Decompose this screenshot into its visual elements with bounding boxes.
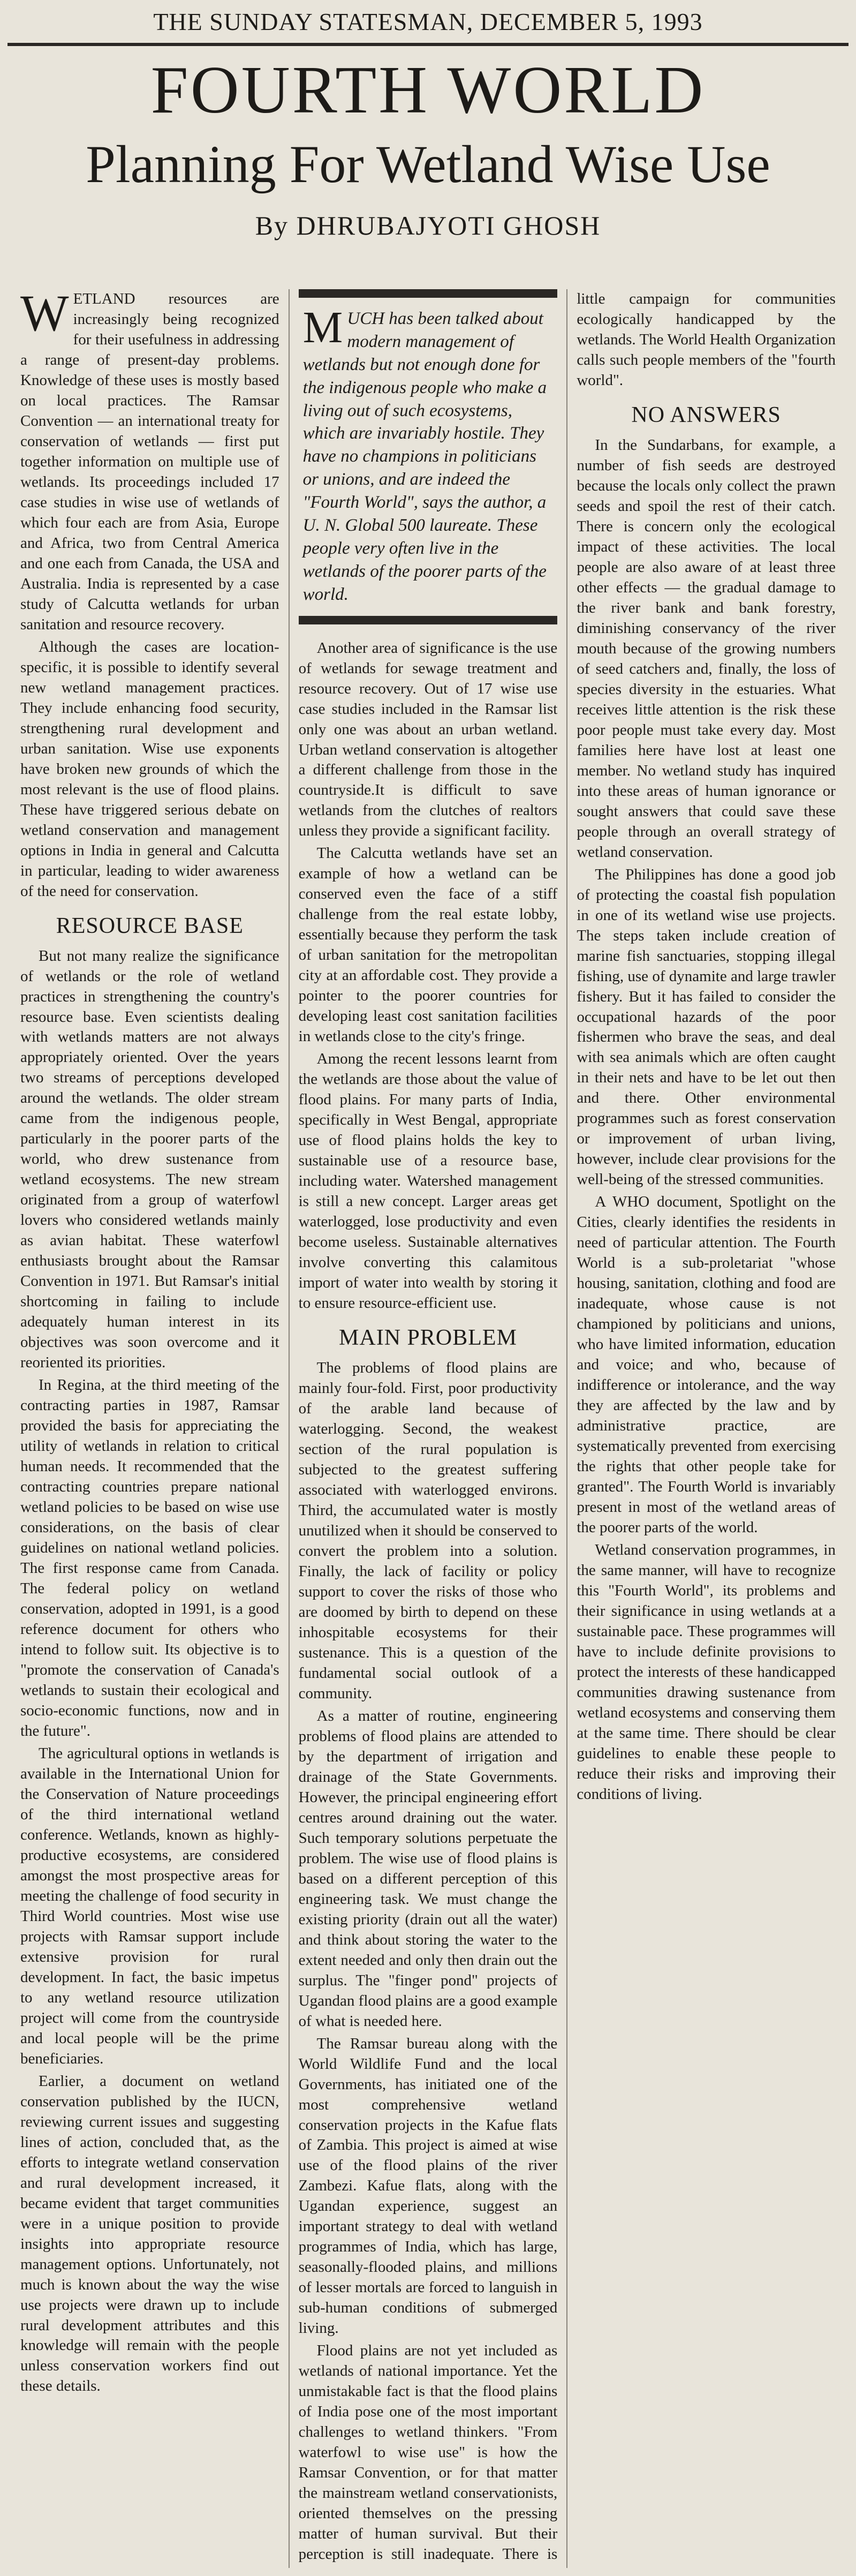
body-paragraph: The agricultural options in wetlands is available in the International Union for the Conservation of Nature proceedings of the third international wetland conference. Wetlands, known as highly-productive ecosystems, are considered amongst the most prospective areas for meeting the challenge of food security in Third World countries. Most wise use projects with Ramsar support include extensive provision for rural development. In fact, the basic impetus to any wetland resource utilization project will come from the countryside and local people will be the prime beneficiaries. bbox=[20, 1744, 279, 2067]
pull-quote-text: UCH has been talked about modern management of wetlands but not enough done for the indigenous people who make a living out of such ecosystems, which are invariably hostile. They have no champions in politicians or unions, and are indeed the "Fourth World", says the author, a U. N. Global 500 laureate. These people very often live in the wetlands of the poorer parts of the world. bbox=[302, 309, 547, 604]
intro-text: ETLAND resources are increasingly being recognized for their usefulness in addressing a range of present-day problems. Knowledge of these uses is mostly based on local practices. The Ramsar Convention — an international treaty for conservation of wetlands — first put together information on multiple use of wetlands. Its proceedings included 17 case studies in wise use of wetlands of which four each are from Asia, Europe and Africa, two from Central America and one each from Canada, the USA and Australia. India is represented by a case study of Calcutta wetlands for urban sanitation and resource recovery. bbox=[20, 290, 279, 633]
body-paragraph: Among the recent lessons learnt from the wetlands are those about the value of flood plains. For many parts of India, specifically in West Bengal, appropriate use of flood plains holds the key to sustainable use of a resource base, including water. Watershed management is still a new concept. Larger areas get waterlogged, lose productivity and even become useless. Sustainable alternatives involve converting this calamitous import of water into wealth by storing it to ensure resource-efficient use. bbox=[298, 1050, 558, 1312]
intro-paragraph bbox=[20, 284, 279, 635]
body-paragraph: The problems of flood plains are mainly four-fold. First, poor productivity of the arable land because of waterlogging. Second, the weakest section of the rural population is subjected to the greatest suffering associated with waterlogged environs. Third, the accumulated water is mostly unutilized when it should be conserved to convert the problem into a solution. Finally, the lack of facility or policy support to cover the risks of those who are doomed by birth to depend on these inhospitable ecosystems for their sustenance. This is a question of the fundamental social outlook of a community. bbox=[298, 1359, 558, 1702]
body-paragraph: In Regina, at the third meeting of the contracting parties in 1987, Ramsar provided the basis for appreciating the utility of wetlands in relation to critical human needs. It recommended that the contracting countries prepare national wetland policies to be based on wise use considerations, on the basis of clear guidelines on national wetland policies. The first response came from Canada. The federal policy on wetland conservation, adopted in 1991, is a good reference document for others who intend to follow suit. Its objective is to "promote the conservation of Canada's wetlands to sustain their ecological and socio-economic functions, now and in the future". bbox=[20, 1376, 279, 1739]
pull-quote bbox=[299, 289, 558, 624]
section-kicker: FOURTH WORLD bbox=[150, 53, 706, 127]
body-paragraph: Although the cases are location-specific, it is possible to identify several new wetland management practices. They include enhancing food security, strengthening rural development and urban sanitation. Wise use exponents have broken new grounds of which the most relevant is the use of flood plains. These have triggered serious debate on wetland conservation and management options in India in general and Calcutta in particular, leading to wider awareness of the need for conservation. bbox=[20, 638, 279, 900]
body-paragraph: Earlier, a document on wetland conservation published by the IUCN, reviewing current issues and suggesting lines of action, concluded that, as the efforts to integrate wetland conservation and rural development increased, it became evident that target communities were in a unique position to provide insights into appropriate resource management options. Unfortunately, not much is known about the way the wise use projects were drawn up to include rural development attributes and this knowledge will remain with the people unless conservation workers find out these details. bbox=[20, 2072, 279, 2395]
body-paragraph: In the Sundarbans, for example, a number of fish seeds are destroyed because the locals only collect the prawn seeds and spoil the rest of their catch. There is concern only the ecological impact of these activities. The local people are also aware of at least three other effects — the gradual damage to the river bank and bank forestry, diminishing conservancy of the river mouth because of the growing numbers of seed catchers and, finally, the loss of species diversity in the estuaries. What receives little attention is the risk these poor people must take every day. Most families here have lost at least one member. No wetland study has inquired into these areas of human ignorance or sought answers that could save these people through an overall strategy of wetland conservation. bbox=[577, 436, 836, 861]
headline: Planning For Wetland Wise Use bbox=[86, 134, 770, 194]
body-paragraph: Flood plains are not yet included as wetlands of national importance. Yet the unmistakable fact is that the flood plains of India pose one of the most important challenges to wetland thinkers. "From waterfowl to wise use" is how the Ramsar Convention, or for that matter the mainstream wetland conservationists, oriented themselves on the pressing matter of human survival. But their perception is still inadequate. There is little campaign for communities ecologically handicapped by the wetlands. The World Health Organization calls such people members of the "fourth world". bbox=[298, 290, 836, 2563]
body-paragraph: As a matter of routine, engineering problems of flood plains are attended to by the department of irrigation and drainage of the State Governments. However, the principal engineering effort centres around draining out the water. Such temporary solutions perpetuate the problem. The wise use of flood plains is based on a different perception of this engineering task. We must change the existing priority (drain out all the water) and think about storing the water to the extent needed and only then drain out the surplus. The "finger pond" projects of Ugandan flood plains are a good example of what is needed here. bbox=[298, 1707, 558, 2030]
body-paragraph: Wetland conservation programmes, in the same manner, will have to recognize this "Fourth World", its problems and their significance in using wetlands at a sustainable pace. These programmes will have to include definite provisions to protect the interests of these handicapped communities drawing sustenance from wetland ecosystems and conserving them at the same time. There should be clear guidelines to enable these people to reduce their risks and improving their conditions of living. bbox=[577, 1541, 836, 1803]
drop-cap: W bbox=[20, 284, 69, 342]
body-paragraph: The Philippines has done a good job of protecting the coastal fish population in one of its wetland wise use projects. The steps taken include creation of marine fish sanctuaries, stopping illegal fishing, use of dynamite and large trawler fishery. But it has failed to consider the occupational hazards of the poor fishermen who brave the seas, and deal with sea animals which are often caught in their nets and have to be let out then and there. Other environmental programmes such as forest conservation or improvement of urban living, however, include clear provisions for the well-being of the stressed communities. bbox=[577, 865, 836, 1188]
subhead-main-problem: MAIN PROBLEM bbox=[339, 1325, 517, 1351]
article-body bbox=[20, 284, 836, 2568]
masthead: THE SUNDAY STATESMAN, DECEMBER 5, 1993 bbox=[7, 0, 849, 46]
subhead-resource-base: RESOURCE BASE bbox=[56, 913, 244, 938]
byline: By DHRUBAJYOTI GHOSH bbox=[255, 210, 601, 240]
body-paragraph: The Calcutta wetlands have set an example of how a wetland can be conserved even the face of a stiff challenge from the real estate lobby, essentially because they perform the task of urban sanitation for the metropolitan city at an affordable cost. They provide a pointer to the poorer countries for developing least cost sanitation facilities in wetlands close to the city's fringe. bbox=[298, 845, 558, 1045]
body-paragraph: Another area of significance is the use of wetlands for sewage treatment and resource recovery. Out of 17 wise use case studies included in the Ramsar list only one was about an urban wetland. Urban wetland conservation is altogether a different challenge from those in the countryside.It is difficult to save wetlands from the clutches of realtors unless they provide a significant facility. bbox=[298, 639, 558, 840]
body-paragraph: A WHO document, Spotlight on the Cities, clearly identifies the residents in need of particular attention. The Fourth World is a sub-proletariat "whose housing, sanitation, clothing and food are inadequate, whose cause is not championed by politicians and unions, who have limited information, education and voice; and who, because of indifference or intolerance, and the way they are affected by the law and by administrative practice, are systematically prevented from exercising the rights that other people take for granted". The Fourth World is invariably present in most of the wetland areas of the poorer parts of the world. bbox=[577, 1193, 836, 1536]
pull-quote-drop-cap: M bbox=[302, 303, 343, 352]
subhead-no-answers: NO ANSWERS bbox=[631, 402, 781, 427]
body-paragraph: But not many realize the significance of wetlands or the role of wetland practices in strengthening the country's resource base. Even scientists dealing with wetlands matters are not always appropriately oriented. Over the years two streams of perceptions developed around the wetlands. The older stream came from the indigenous people, particularly in the poorer parts of the world, who drew sustenance from wetland ecosystems. The new stream originated from a group of waterfowl lovers who considered wetlands mainly as avian habitat. These waterfowl enthusiasts brought about the Ramsar Convention in 1971. But Ramsar's initial shortcoming in failing to include adequately human interest in its objectives was soon overcome and it reoriented its priorities. bbox=[20, 947, 279, 1372]
body-paragraph: The Ramsar bureau along with the World Wildlife Fund and the local Governments, has initiated one of the most comprehensive wetland conservation projects in the Kafue flats of Zambia. This project is aimed at wise use of the flood plains of the river Zambezi. Kafue flats, along with the Ugandan experience, suggest an important strategy to deal with wetland programmes of India, which has large, seasonally-flooded plains, and millions of lesser mortals are forced to languish in sub-human conditions of submerged living. bbox=[298, 2035, 558, 2337]
